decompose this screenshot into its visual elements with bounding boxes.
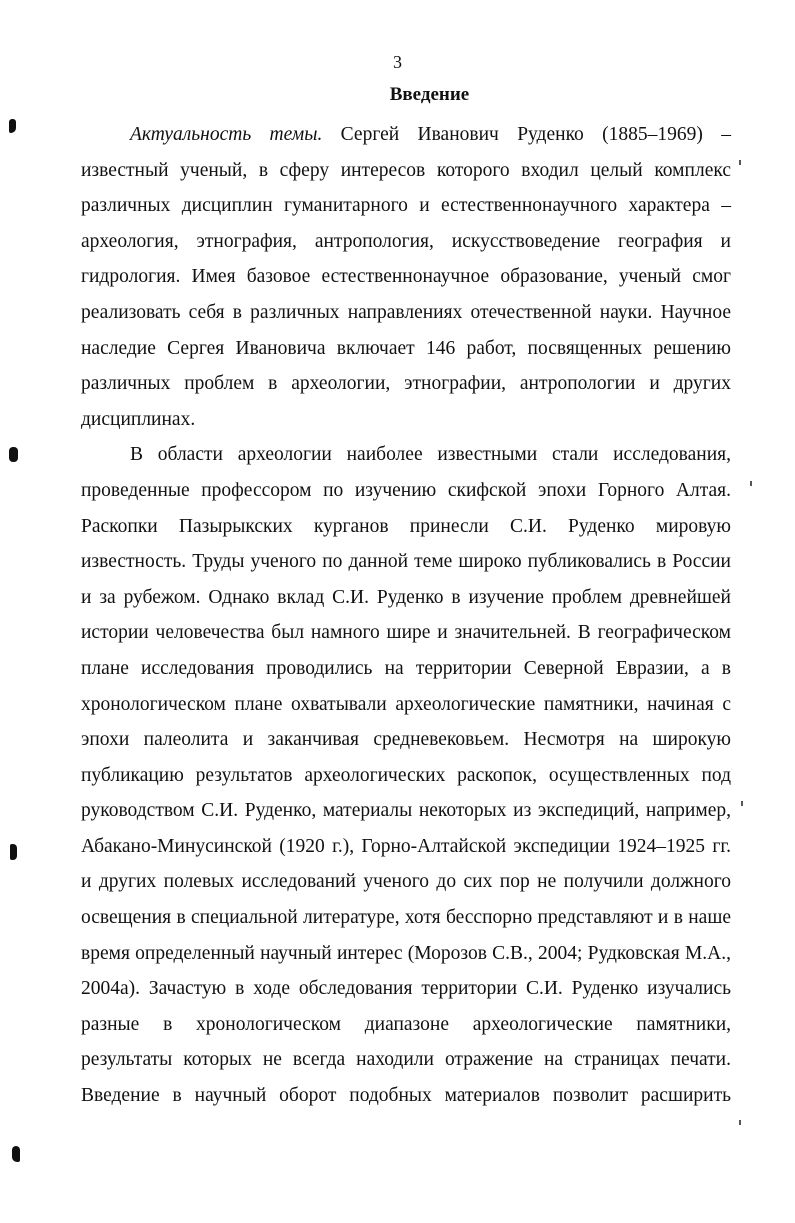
binding-hole-mark: [9, 447, 18, 462]
binding-hole-mark: [10, 844, 17, 860]
scan-speck: [739, 160, 741, 165]
scan-speck: [739, 1120, 741, 1125]
binding-hole-mark: [9, 119, 16, 133]
scan-speck: [750, 481, 752, 486]
binding-hole-mark: [12, 1146, 20, 1162]
paragraph-run-in-heading: Актуальность темы.: [130, 124, 323, 145]
paragraph-text: Сергей Иванович Руденко (1885–1969) – известный ученый, в сферу интересов которого входил целый комплекс различных дисциплин гуманитарного и естественнонаучного характера – археология, этнография, антропология, искусствоведение география и гидрология. Имея базовое естественнонаучное образование, ученый смог реализовать себя в различных направлениях отечественной науки. Научное наследие Сергея Ивановича включает 146 работ, посвященных решению различных проблем в археологии, этнографии, антропологии и других дисциплинах.: [81, 124, 732, 430]
page-number: 3: [393, 52, 402, 72]
scan-speck: [741, 801, 743, 806]
paragraph-text: В области археологии наиболее известными стали исследования, проведенные профессором по изучению скифской эпохи Горного Алтая. Раскопки Пазырыкских курганов принесли С.И. Руденко мировую известность. Труды ученого по данной теме широко публиковались в России и за рубежом. Однако вклад С.И. Руденко в изучение проблем древнейшей истории человечества был намного шире и значительней. В географическом плане исследования проводились на территории Северной Евразии, а в хронологическом плане охватывали археологические памятники, начиная с эпохи палеолита и заканчивая средневековьем. Несмотря на широкую публикацию результатов археологических раскопок, осуществленных под руководством С.И. Руденко, материалы некоторых из экспедиций, например, Абакано-Минусинской (1920 г.), Горно-Алтайской экспедиции 1924–1925 гг. и других полевых исследований ученого до сих пор не получили должного освещения в специальной литературе, хотя бесспорно представляют и в наше время определенный научный интерес (Морозов С.В., 2004; Рудковская М.А., 2004а). Зачастую в ходе обследования территории С.И. Руденко изучались разные в хронологическом диапазоне археологические памятники, результаты которых не всегда находили отражение на страницах печати. Введение в научный оборот подобных материалов позволит расширить: [81, 444, 731, 1107]
body-text: [81, 117, 731, 1114]
paragraph: [81, 117, 731, 437]
section-heading: Введение: [389, 84, 470, 105]
paragraph: [81, 437, 731, 1113]
